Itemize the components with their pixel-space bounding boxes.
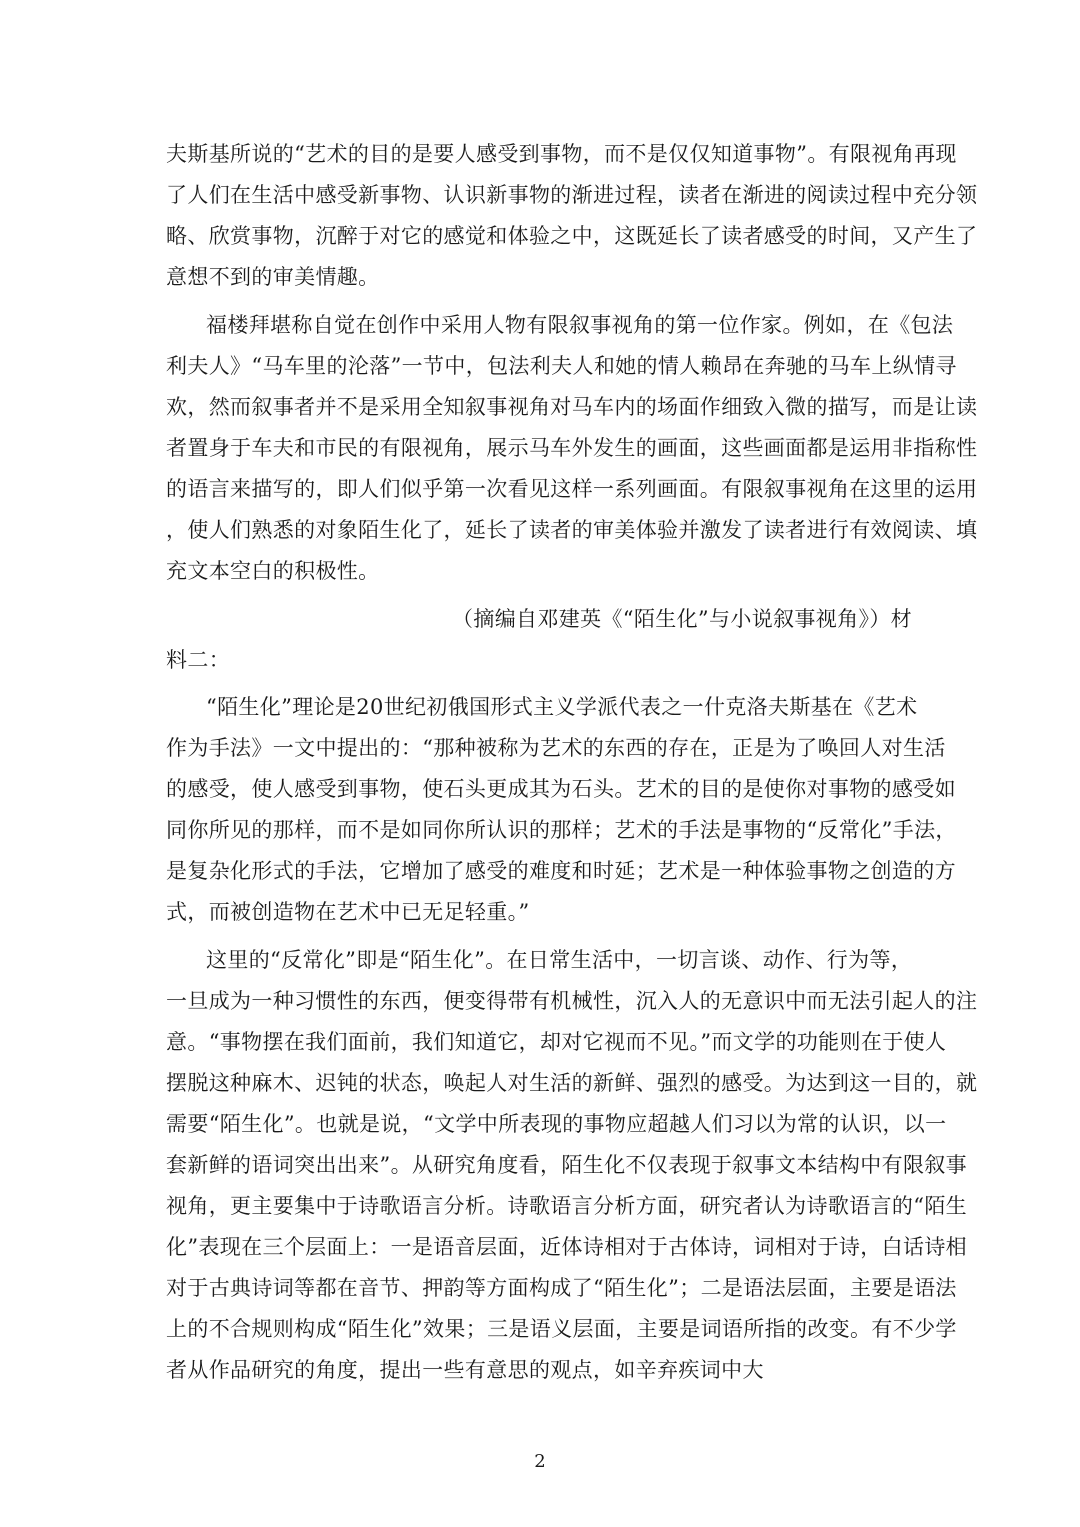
text-line: 了人们在生活中感受新事物、认识新事物的渐进过程，读者在渐进的阅读过程中充分领 (166, 183, 978, 207)
text-line: 意。“事物摆在我们面前，我们知道它，却对它视而不见。”而文学的功能则在于使人 (166, 1030, 947, 1054)
text-line: 略、欣赏事物，沉醉于对它的感觉和体验之中，这既延长了读者感受的时间，又产生了 (166, 224, 978, 248)
text-line: 套新鲜的语词突出出来”。从研究角度看，陌生化不仅表现于叙事文本结构中有限叙事 (166, 1153, 968, 1177)
text-line: 需要“陌生化”。也就是说，“文学中所表现的事物应超越人们习以为常的认识，以一 (166, 1112, 947, 1136)
text-line: 一旦成为一种习惯性的东西，便变得带有机械性，沉入人的无意识中而无法引起人的注 (166, 989, 978, 1013)
paragraph-first-line: 这里的“反常化”即是“陌生化”。在日常生活中，一切言谈、动作、行为等， (206, 948, 913, 972)
paragraph-first-line: “陌生化”理论是20世纪初俄国形式主义学派代表之一什克洛夫斯基在《艺术 (206, 695, 918, 719)
text-line: 上的不合规则构成“陌生化”效果；三是语义层面，主要是词语所指的改变。有不少学 (166, 1317, 957, 1341)
text-line: 夫斯基所说的“艺术的目的是要人感受到事物，而不是仅仅知道事物”。有限视角再现 (166, 142, 957, 166)
text-line: 视角，更主要集中于诗歌语言分析。诗歌语言分析方面，研究者认为诗歌语言的“陌生 (166, 1194, 968, 1218)
text-line: 作为手法》一文中提出的：“那种被称为艺术的东西的存在，正是为了唤回人对生活 (166, 736, 946, 760)
text-line: 者置身于车夫和市民的有限视角，展示马车外发生的画面，这些画面都是运用非指称性 (166, 436, 978, 460)
paragraph-first-line: 福楼拜堪称自觉在创作中采用人物有限叙事视角的第一位作家。例如，在《包法 (206, 313, 954, 337)
text-line: 同你所见的那样，而不是如同你所认识的那样；艺术的手法是事物的“反常化”手法， (166, 818, 957, 842)
text-line: 化”表现在三个层面上：一是语音层面，近体诗相对于古体诗，词相对于诗，白话诗相 (166, 1235, 968, 1259)
section-label: 料二： (166, 648, 231, 672)
text-line: 的感受，使人感受到事物，使石头更成其为石头。艺术的目的是使你对事物的感受如 (166, 777, 956, 801)
text-line: 的语言来描写的，即人们似乎第一次看见这样一系列画面。有限叙事视角在这里的运用 (166, 477, 978, 501)
text-line: 是复杂化形式的手法，它增加了感受的难度和时延；艺术是一种体验事物之创造的方 (166, 859, 956, 883)
text-line: 者从作品研究的角度，提出一些有意思的观点，如辛弃疾词中大 (166, 1358, 764, 1382)
page-number: 2 (534, 1451, 546, 1472)
text-line: 式，而被创造物在艺术中已无足轻重。” (166, 900, 530, 924)
text-line: 摆脱这种麻木、迟钝的状态，唤起人对生活的新鲜、强烈的感受。为达到这一目的，就 (166, 1071, 978, 1095)
text-line: 意想不到的审美情趣。 (166, 265, 380, 289)
text-line: 对于古典诗词等都在音节、押韵等方面构成了“陌生化”；二是语法层面，主要是语法 (166, 1276, 957, 1300)
text-line: 欢，然而叙事者并不是采用全知叙事视角对马车内的场面作细致入微的描写，而是让读 (166, 395, 978, 419)
source-citation: （摘编自邓建英《“陌生化”与小说叙事视角》）材 (452, 607, 913, 631)
text-line: 充文本空白的积极性。 (166, 559, 380, 583)
text-line: ，使人们熟悉的对象陌生化了，延长了读者的审美体验并激发了读者进行有效阅读、填 (166, 518, 978, 542)
text-line: 利夫人》“马车里的沦落”一节中，包法利夫人和她的情人赖昂在奔驰的马车上纵情寻 (166, 354, 957, 378)
